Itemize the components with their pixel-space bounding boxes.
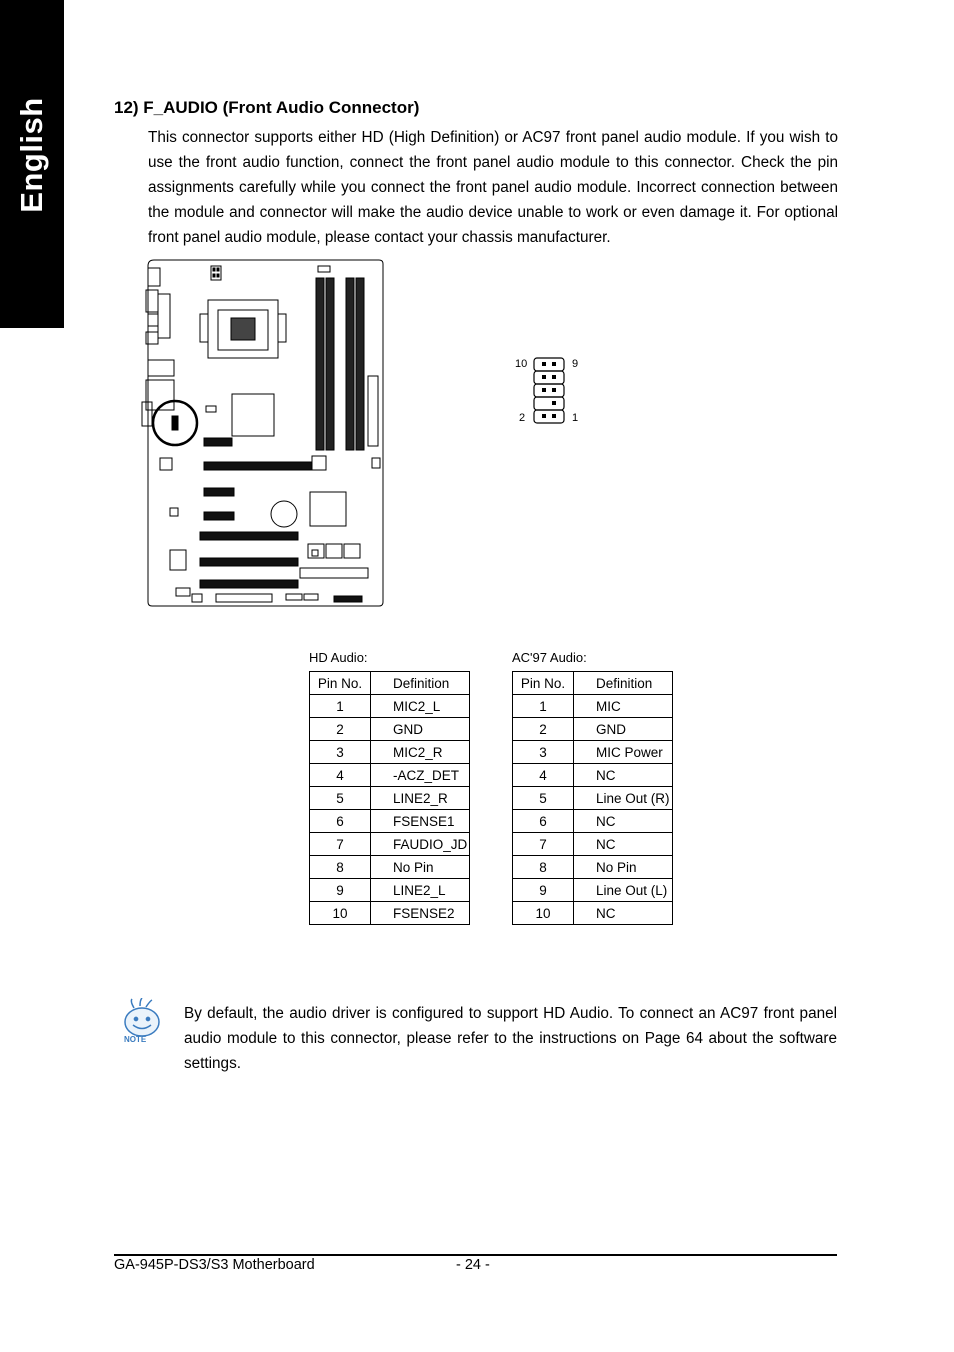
section-title: 12) F_AUDIO (Front Audio Connector)	[114, 98, 420, 117]
pin-definition: MIC2_R	[371, 741, 470, 764]
column-header-definition: Definition	[574, 672, 673, 695]
pin-number: 1	[310, 695, 371, 718]
pin-label-2: 2	[519, 412, 526, 424]
table-row	[310, 902, 470, 925]
table-row	[310, 764, 470, 787]
table-row	[310, 741, 470, 764]
pin-number: 1	[513, 695, 574, 718]
table-row	[310, 856, 470, 879]
pin-number: 6	[310, 810, 371, 833]
table-row	[310, 810, 470, 833]
pin-number: 4	[310, 764, 371, 787]
footer-page-number: - 24 -	[456, 1257, 490, 1273]
pin-definition: -ACZ_DET	[371, 764, 470, 787]
pin-header-diagram	[530, 354, 570, 426]
pin-definition: NC	[574, 833, 673, 856]
pin-number: 7	[513, 833, 574, 856]
language-side-tab	[0, 0, 64, 328]
pin-definition: LINE2_R	[371, 787, 470, 810]
pin-number: 9	[513, 879, 574, 902]
pin-definition: NC	[574, 810, 673, 833]
pin-definition: MIC2_L	[371, 695, 470, 718]
pin-number: 10	[310, 902, 371, 925]
table-row	[513, 718, 673, 741]
table-row	[513, 787, 673, 810]
note-icon-label: NOTE	[124, 1035, 147, 1044]
pin-label-10: 10	[515, 358, 528, 370]
table-row	[513, 695, 673, 718]
table-row	[310, 879, 470, 902]
pin-number: 9	[310, 879, 371, 902]
pin-definition: LINE2_L	[371, 879, 470, 902]
motherboard-diagram	[140, 256, 388, 612]
pin-definition: MIC Power	[574, 741, 673, 764]
pin-number: 6	[513, 810, 574, 833]
pin-definition: GND	[574, 718, 673, 741]
pin-number: 5	[513, 787, 574, 810]
table-row	[513, 856, 673, 879]
pin-number: 3	[310, 741, 371, 764]
pin-definition: MIC	[574, 695, 673, 718]
pin-definition: Line Out (L)	[574, 879, 673, 902]
table-row	[513, 879, 673, 902]
column-header-pin: Pin No.	[513, 672, 574, 695]
pin-number: 5	[310, 787, 371, 810]
pin-definition: FSENSE2	[371, 902, 470, 925]
ac97-audio-caption: AC'97 Audio:	[512, 650, 587, 665]
pin-definition: No Pin	[574, 856, 673, 879]
table-row	[310, 787, 470, 810]
pin-number: 3	[513, 741, 574, 764]
table-row	[513, 902, 673, 925]
note-text: By default, the audio driver is configured to support HD Audio. To connect an AC97 front panel audio module to this connector, please refer to the instructions on Page 64 about the software settings.	[184, 1005, 837, 1072]
pin-number: 2	[310, 718, 371, 741]
table-row	[513, 741, 673, 764]
note-icon	[120, 998, 164, 1046]
pin-number: 8	[513, 856, 574, 879]
column-header-definition: Definition	[371, 672, 470, 695]
column-header-pin: Pin No.	[310, 672, 371, 695]
pin-definition: FSENSE1	[371, 810, 470, 833]
pin-definition: NC	[574, 902, 673, 925]
pin-definition: No Pin	[371, 856, 470, 879]
table-row	[310, 718, 470, 741]
table-row	[513, 764, 673, 787]
pin-number: 4	[513, 764, 574, 787]
hd-audio-table	[309, 671, 470, 925]
table-row	[310, 695, 470, 718]
pin-definition: GND	[371, 718, 470, 741]
pin-number: 10	[513, 902, 574, 925]
pin-definition: Line Out (R)	[574, 787, 673, 810]
pin-definition: NC	[574, 764, 673, 787]
section-description: This connector supports either HD (High Definition) or AC97 front panel audio module. If you wish to use the front audio function, connect the front panel audio module to this connector. Check the pin assignments carefully while you connect the front panel audio module. Incorrect connection between the module and connector will make the audio device unable to work or even damage it. For optional front panel audio module, please contact your chassis manufacturer.	[148, 129, 838, 246]
pin-number: 8	[310, 856, 371, 879]
hd-audio-caption: HD Audio:	[309, 650, 368, 665]
pin-label-1: 1	[572, 412, 579, 424]
pin-number: 7	[310, 833, 371, 856]
table-row	[513, 810, 673, 833]
pin-number: 2	[513, 718, 574, 741]
footer-divider	[114, 1254, 837, 1256]
table-header-row	[513, 672, 673, 695]
table-header-row	[310, 672, 470, 695]
footer-model: GA-945P-DS3/S3 Motherboard	[114, 1257, 315, 1273]
ac97-audio-table	[512, 671, 673, 925]
table-row	[513, 833, 673, 856]
pin-definition: FAUDIO_JD	[371, 833, 470, 856]
pin-label-9: 9	[572, 358, 579, 370]
language-tab-label: English	[14, 97, 49, 213]
table-row	[310, 833, 470, 856]
